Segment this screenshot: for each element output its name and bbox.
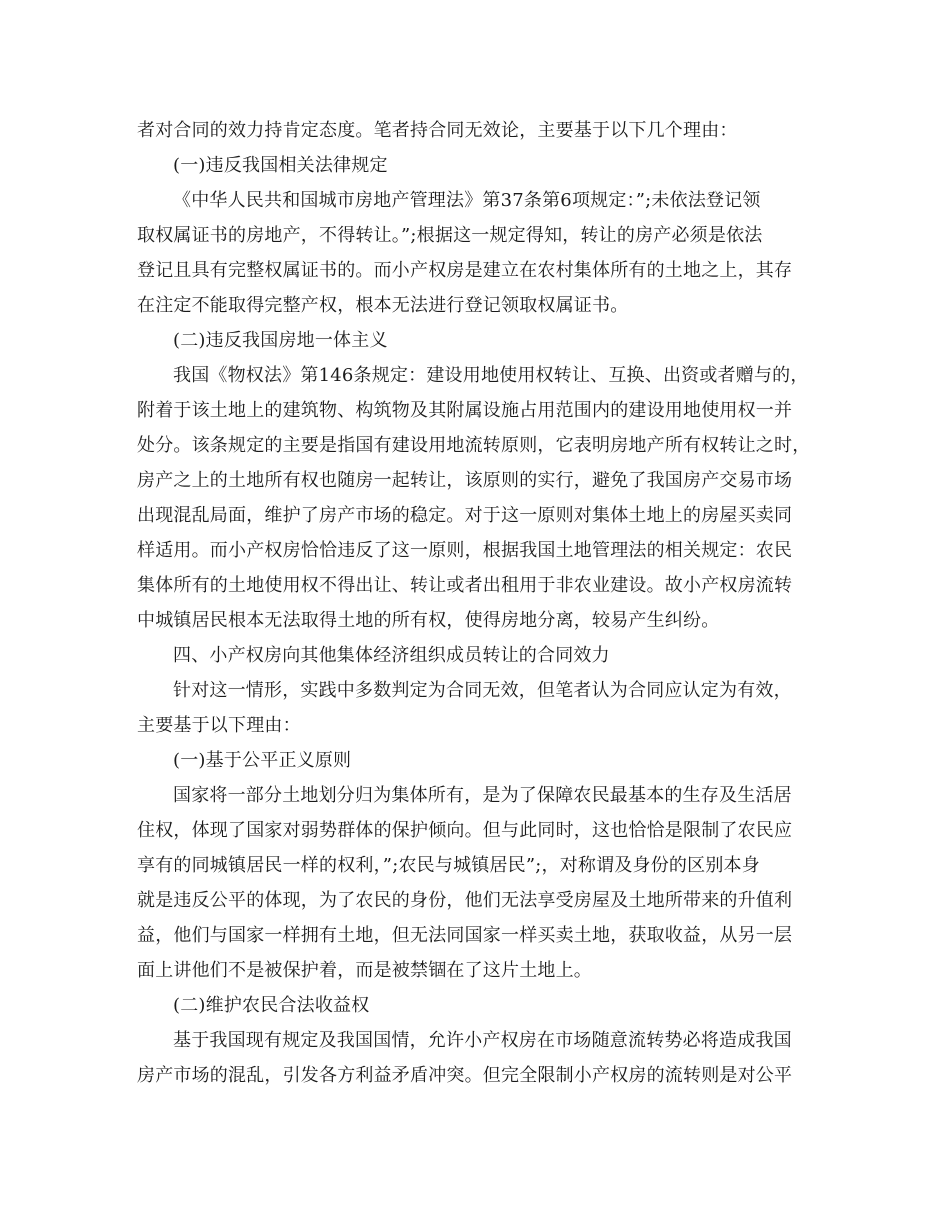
paragraph-first-line: 针对这一情形，实践中多数判定为合同无效，但笔者认为合同应认定为有效，: [173, 680, 792, 701]
text-line: 就是违反公平的体现，为了农民的身份，他们无法享受房屋及土地所带来的升值利: [137, 890, 793, 911]
section-heading: (二)维护农民合法收益权: [173, 995, 370, 1016]
text-line: 房产之上的土地所有权也随房一起转让，该原则的实行，避免了我国房产交易市场: [137, 470, 793, 491]
section-heading: (二)违反我国房地一体主义: [173, 330, 388, 351]
text-line: 登记且具有完整权属证书的。而小产权房是建立在农村集体所有的土地之上，其存: [137, 260, 793, 281]
text-line: 主要基于以下理由：: [137, 715, 301, 736]
text-line: 房产市场的混乱，引发各方利益矛盾冲突。但完全限制小产权房的流转则是对公平: [137, 1065, 793, 1086]
section-heading: (一)基于公平正义原则: [173, 750, 352, 771]
paragraph-first-line: 国家将一部分土地划分归为集体所有，是为了保障农民最基本的生存及生活居: [173, 785, 792, 806]
text-line: 面上讲他们不是被保护着，而是被禁锢在了这片土地上。: [137, 960, 592, 981]
text-line: 在注定不能取得完整产权，根本无法进行登记领取权属证书。: [137, 295, 629, 316]
text-line: 中城镇居民根本无法取得土地的所有权，使得房地分离，较易产生纠纷。: [137, 610, 720, 631]
text-line: 样适用。而小产权房恰恰违反了这一原则，根据我国土地管理法的相关规定：农民: [137, 540, 793, 561]
text-line: 附着于该土地上的建筑物、构筑物及其附属设施占用范围内的建设用地使用权一并: [137, 400, 793, 421]
text-line: 者对合同的效力持肯定态度。笔者持合同无效论，主要基于以下几个理由：: [137, 120, 738, 141]
section-heading: (一)违反我国相关法律规定: [173, 155, 388, 176]
text-line: 享有的同城镇居民一样的权利，”;农民与城镇居民”;，对称谓及身份的区别本身: [137, 855, 760, 876]
paragraph-first-line: 基于我国现有规定及我国国情，允许小产权房在市场随意流转势必将造成我国: [173, 1030, 792, 1051]
text-line: 处分。该条规定的主要是指国有建设用地流转原则，它表明房地产所有权转让之时，: [137, 435, 811, 456]
section-heading: 四、小产权房向其他集体经济组织成员转让的合同效力: [173, 645, 610, 666]
text-line: 取权属证书的房地产，不得转让。”;根据这一规定得知，转让的房产必须是依法: [137, 225, 763, 246]
text-line: 益，他们与国家一样拥有土地，但无法同国家一样买卖土地，获取收益，从另一层: [137, 925, 793, 946]
text-line: 集体所有的土地使用权不得出让、转让或者出租用于非农业建设。故小产权房流转: [137, 575, 793, 596]
text-line: 住权，体现了国家对弱势群体的保护倾向。但与此同时，这也恰恰是限制了农民应: [137, 820, 793, 841]
paragraph-first-line: 我国《物权法》第146条规定：建设用地使用权转让、互换、出资或者赠与的，: [173, 365, 809, 386]
text-line: 出现混乱局面，维护了房产市场的稳定。对于这一原则对集体土地上的房屋买卖同: [137, 505, 793, 526]
paragraph-first-line: 《中华人民共和国城市房地产管理法》第37条第6项规定：”;未依法登记领: [173, 190, 761, 211]
